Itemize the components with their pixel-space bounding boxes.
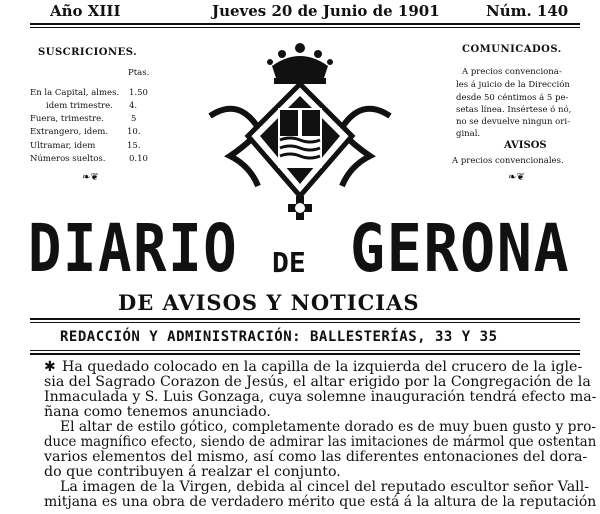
- redaccion-line: REDACCIÓN Y ADMINISTRACIÓN: BALLESTERÍAS, 33 Y 35: [60, 329, 498, 345]
- comunicados-line: A precios convenciona-: [462, 67, 562, 77]
- comunicados-line: setas línea. Insértese ó nó,: [456, 105, 572, 115]
- ornament-left-icon: ❧❦: [82, 172, 99, 183]
- masthead-gerona: GERONA: [350, 210, 571, 287]
- price-value: 15.: [127, 141, 141, 151]
- avisos-text: A precios convencionales.: [452, 156, 564, 166]
- top-rule-thin: [30, 27, 580, 28]
- ornament-right-icon: ❧❦: [508, 172, 525, 183]
- price-label: Números sueltos.: [30, 154, 106, 164]
- article-line: Inmaculada y S. Luis Gonzaga, cuya solemne inauguración tendrá efecto ma-: [44, 389, 597, 405]
- article-line: mitjana es una obra de verdadero mérito que está á la altura de la reputación: [44, 494, 597, 510]
- article-line: do que contribuyen á realzar el conjunto.: [44, 464, 341, 480]
- article-line: El altar de estilo gótico, completamente dorado es de muy buen gusto y pro-: [60, 419, 597, 435]
- year-label: Año XIII: [50, 2, 121, 20]
- article-line: ñana como tenemos anunciado.: [44, 404, 271, 420]
- comunicados-line: no se devuelve ningun ori-: [456, 117, 570, 127]
- avisos-title: AVISOS: [504, 140, 547, 151]
- issue-date: Jueves 20 de Junio de 1901: [212, 2, 440, 20]
- article-line: Ha quedado colocado en la capilla de la izquierda del crucero de la igle-: [62, 359, 583, 375]
- price-value: 4.: [129, 101, 138, 111]
- asterism-icon: ✱: [44, 359, 56, 375]
- price-label: Ultramar, idem: [30, 141, 96, 151]
- price-value: 10.: [127, 127, 141, 137]
- price-value: 0.10: [129, 154, 148, 164]
- masthead-diario: DIARIO: [28, 210, 239, 287]
- price-value: 1.50: [129, 88, 148, 98]
- comunicados-line: desde 50 céntimos á 5 pe-: [456, 93, 569, 103]
- price-unit: Ptas.: [128, 68, 150, 78]
- comunicados-title: COMUNICADOS.: [462, 44, 562, 55]
- price-label: Extrangero, idem.: [30, 127, 109, 137]
- article-line: varios elementos del mismo, así como las diferentes entonaciones del dora-: [44, 449, 588, 465]
- price-label: idem trimestre.: [46, 101, 113, 111]
- article-line: duce magnífico efecto, siendo de admirar las imitaciones de mármol que ostentan: [44, 434, 597, 450]
- price-value: 5: [131, 114, 137, 124]
- redaccion-rule: [30, 350, 580, 351]
- price-label: Fuera, trimestre.: [30, 114, 104, 124]
- comunicados-line: les á juicio de la Dirección: [456, 80, 570, 90]
- comunicados-line: ginal.: [456, 129, 481, 139]
- masthead-subtitle: DE AVISOS Y NOTICIAS: [118, 290, 420, 315]
- masthead-rule: [30, 318, 580, 320]
- redaccion-rule-thick: [30, 353, 580, 355]
- masthead-rule-thin: [30, 322, 580, 323]
- suscriciones-title: SUSCRICIONES.: [38, 47, 138, 58]
- top-rule: [30, 23, 580, 25]
- article-line: La imagen de la Virgen, debida al cincel del reputado escultor señor Vall-: [60, 479, 590, 495]
- coat-of-arms-icon: [200, 36, 400, 226]
- issue-number: Núm. 140: [486, 2, 569, 20]
- article-line: sia del Sagrado Corazon de Jesús, el altar erigido por la Congregación de la: [44, 374, 591, 390]
- masthead-de: DE: [272, 246, 306, 279]
- price-label: En la Capital, almes.: [30, 88, 120, 98]
